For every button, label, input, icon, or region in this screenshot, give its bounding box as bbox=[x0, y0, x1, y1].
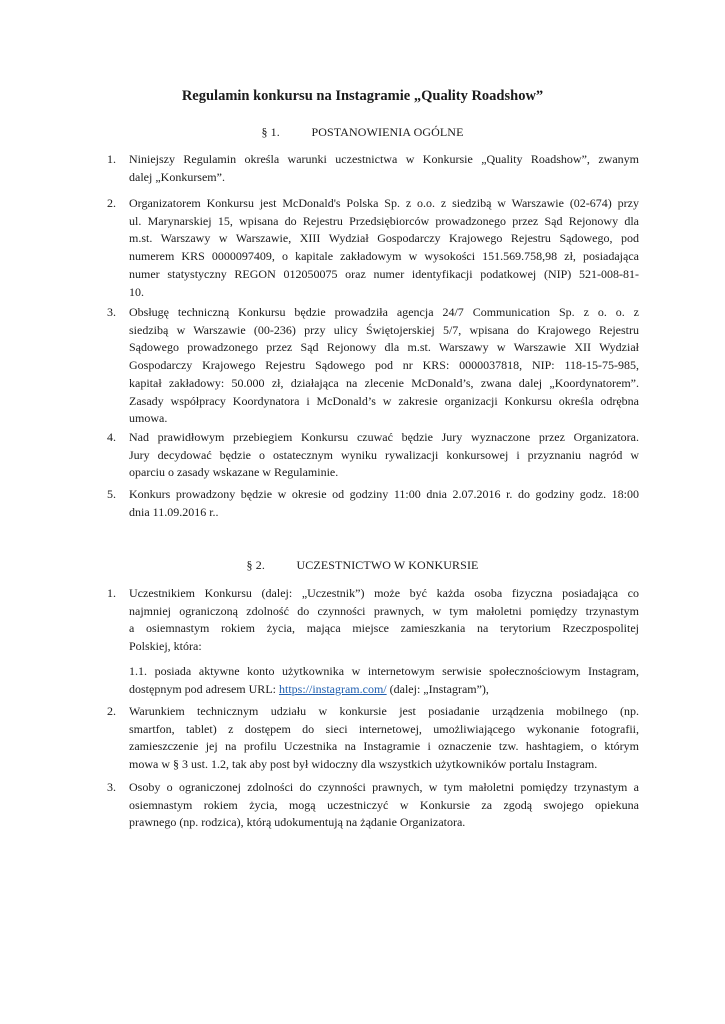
item-line bbox=[129, 681, 639, 699]
section-1-item-4 bbox=[107, 429, 639, 482]
item-line: kapitał zakładowy: 50.000 zł, działająca na zlecenie McDonald’s, zwana dalej „Koordynatorem”. bbox=[129, 375, 639, 390]
item-line: Nad prawidłowym przebiegiem Konkursu czuwać będzie Jury wyznaczone przez Organizatora. bbox=[129, 430, 639, 444]
item-line: Konkurs prowadzony będzie w okresie od godziny 11:00 dnia 2.07.2016 r. do godziny godz. 18:00 bbox=[129, 487, 639, 501]
item-line: Jury decydować będzie o ostatecznym wyniku rywalizacji konkursowej i przyznaniu nagród w bbox=[129, 447, 639, 462]
section-1-item-2 bbox=[107, 195, 639, 301]
item-line: oparciu o zasady wskazane w Regulaminie. bbox=[129, 465, 339, 480]
item-line: m.st. Warszawy w Warszawie, XIII Wydział Gospodarczy Krajowego Rejestru Sądowego, pod bbox=[129, 231, 639, 246]
section-2-heading bbox=[0, 557, 725, 573]
item-line: siedzibą w Warszawie (00-236) przy ulicy Świętojerskiej 5/7, wpisana do Krajowego Rejestru bbox=[129, 322, 639, 337]
item-line: 10. bbox=[129, 284, 144, 299]
item-line: Uczestnikiem Konkursu (dalej: „Uczestnik”) może być każda osoba fizyczna posiadająca co bbox=[129, 586, 639, 600]
section-2-number: § 2. bbox=[246, 558, 265, 572]
item-line: prawnego (np. rodzica), którą udokumentują na żądanie Organizatora. bbox=[129, 815, 466, 830]
item-number: 5. bbox=[107, 487, 116, 501]
item-line: numer statystyczny REGON 012050075 oraz numer identyfikacji podatkowej (NIP) 521-008-81- bbox=[129, 266, 639, 281]
item-line: Niniejszy Regulamin określa warunki uczestnictwa w Konkursie „Quality Roadshow”, zwanym bbox=[129, 152, 639, 166]
item-line: umowa. bbox=[129, 411, 168, 426]
url-suffix: (dalej: „Instagram”), bbox=[386, 681, 489, 696]
item-line: Osoby o ograniczonej zdolności do czynności prawnych, w tym małoletni pomiędzy trzynastym a bbox=[129, 780, 639, 794]
item-number: 1. bbox=[107, 152, 116, 166]
section-1-item-3 bbox=[107, 304, 639, 428]
section-2-item-2 bbox=[107, 703, 639, 774]
item-line: Gospodarczy Krajowego Rejestru Sądowego pod nr KRS: 0000037818, NIP: 118-15-75-985, bbox=[129, 358, 639, 373]
section-2-item-1 bbox=[107, 585, 639, 698]
item-number: 4. bbox=[107, 430, 116, 444]
instagram-link[interactable]: https://instagram.com/ bbox=[278, 681, 387, 696]
item-line: dnia 11.09.2016 r.. bbox=[129, 504, 219, 519]
section-1-title: POSTANOWIENIA OGÓLNE bbox=[311, 125, 464, 139]
section-1-number: § 1. bbox=[261, 125, 280, 139]
item-line: a osiemnastym rokiem życia, mająca miejsce zamieszkania na terytorium Rzeczpospolitej bbox=[129, 621, 639, 636]
sub-item-1-1 bbox=[129, 663, 639, 698]
item-number: 1. bbox=[107, 586, 116, 600]
item-line: najmniej ograniczoną zdolność do czynności prawnych, w tym małoletni pomiędzy trzynastym bbox=[129, 603, 639, 618]
item-number: 3. bbox=[107, 305, 116, 319]
item-line: osiemnastym rokiem życia, mogą uczestniczyć w Konkursie za zgodą swojego opiekuna bbox=[129, 797, 639, 812]
item-line: zamieszczenie jej na profilu Uczestnika na Instagramie i oznaczenie tzw. hashtagiem, o którym bbox=[129, 739, 639, 754]
item-number: 2. bbox=[107, 196, 116, 210]
item-number: 3. bbox=[107, 780, 116, 794]
section-1-heading bbox=[0, 124, 725, 140]
item-line: Organizatorem Konkursu jest McDonald's Polska Sp. z o.o. z siedzibą w Warszawie (02-674) przy bbox=[129, 196, 639, 210]
item-line: Warunkiem technicznym udziału w konkursie jest posiadanie urządzenia mobilnego (np. bbox=[129, 704, 639, 718]
item-line: mowa w § 3 ust. 1.2, tak aby post był widoczny dla wszystkich użytkowników portalu Instagram. bbox=[129, 757, 598, 772]
item-line: Sądowego prowadzonego przez Sąd Rejonowy dla m.st. Warszawy w Warszawie XII Wydział bbox=[129, 340, 639, 355]
item-line: Zasady współpracy Koordynatora i McDonald’s w zakresie organizacji Konkursu określa odrębna bbox=[129, 393, 639, 408]
url-prefix: dostępnym pod adresem URL: bbox=[129, 681, 279, 696]
section-1-item-5 bbox=[107, 486, 639, 521]
item-line: dalej „Konkursem”. bbox=[129, 169, 225, 184]
section-2-item-3 bbox=[107, 779, 639, 832]
item-line: ul. Marynarskiej 15, wpisana do Rejestru Przedsiębiorców prowadzonego przez Sąd Rejonowy dla bbox=[129, 213, 639, 228]
item-line: smartfon, tablet) z dostępem do sieci internetowej, umożliwiającego wykonanie fotografii, bbox=[129, 721, 639, 736]
document-title: Regulamin konkursu na Instagramie „Quality Roadshow” bbox=[181, 88, 544, 104]
item-line: Obsługę techniczną Konkursu będzie prowadziła agencja 24/7 Communication Sp. z o. o. z bbox=[129, 305, 639, 319]
item-line: Polskiej, która: bbox=[129, 639, 202, 654]
item-line: 1.1. posiada aktywne konto użytkownika w internetowym serwisie społecznościowym Instagram, bbox=[129, 663, 639, 678]
section-2-title: UCZESTNICTWO W KONKURSIE bbox=[296, 558, 479, 572]
item-line: numerem KRS 0000097409, o kapitale zakładowym w wysokości 151.569.758,98 zł, posiadająca bbox=[129, 249, 639, 264]
section-1-item-1 bbox=[107, 151, 639, 186]
item-number: 2. bbox=[107, 704, 116, 718]
